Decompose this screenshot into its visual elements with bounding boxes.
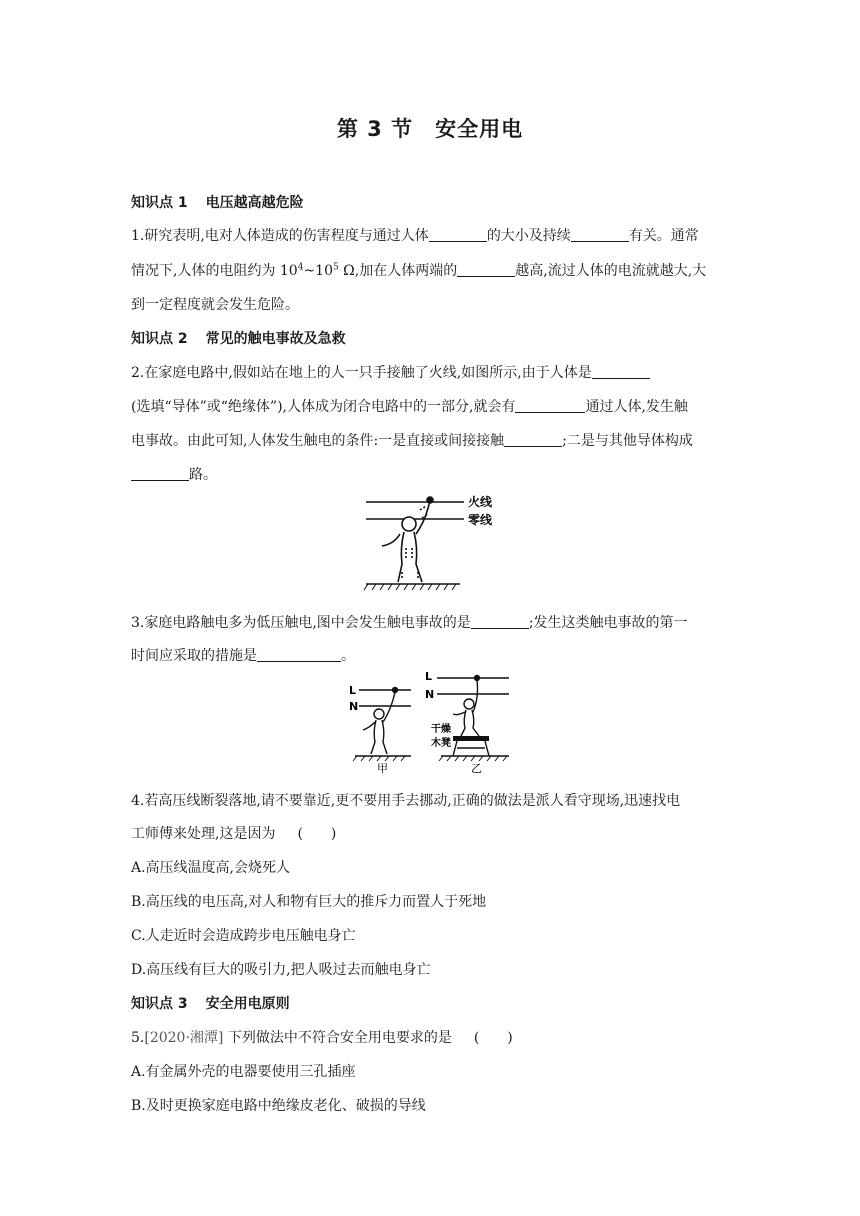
section-heading-1: [131, 192, 304, 212]
answer-blank[interactable]: [571, 227, 629, 242]
q5-line-1: 5.[2020·湘潭] 下列做法中不符合安全用电要求的是 ( ): [131, 1027, 513, 1047]
section-label: 知识点 3: [131, 996, 188, 1012]
section-label: 知识点 2: [131, 331, 188, 347]
q4-option-c: C.人走近时会造成跨步电压触电身亡: [131, 928, 356, 944]
q1-line-2: 情况下,人体的电阻约为 $10^4\sim 10^5$ Ω,加在人体两端的 越高,流过人体的电流就越大,大: [131, 262, 707, 279]
section-heading-3: [131, 993, 290, 1013]
q2-line-4: 路。: [131, 464, 217, 484]
page-title: 第 3 节 安全用电: [336, 117, 524, 141]
stool-label-2: 木凳: [431, 738, 451, 749]
neutral-wire-label: 零线: [468, 513, 493, 527]
answer-blank[interactable]: [457, 262, 515, 277]
q2-line-2: (选填“导体”或“绝缘体”),人体成为闭合电路中的一部分,就会有 通过人体,发生触: [131, 399, 688, 415]
stool-label-1: 干燥: [431, 724, 451, 735]
label-L: L: [425, 670, 433, 683]
q1-line-3: 到一定程度就会发生危险。: [131, 297, 299, 313]
answer-blank[interactable]: [429, 227, 487, 242]
q3-line-1: 3.家庭电路触电多为低压触电,图中会发生触电事故的是 ;发生这类触电事故的第一: [131, 615, 688, 631]
q4-line-2: 工师傅来处理,这是因为 ( ): [131, 823, 336, 843]
answer-blank[interactable]: [504, 432, 562, 447]
answer-paren[interactable]: ( ): [297, 826, 337, 842]
label-L: L: [349, 684, 357, 697]
figure-single-wire-touch: [360, 488, 510, 592]
live-wire-label: 火线: [468, 495, 493, 509]
q5-option-a: A.有金属外壳的电器要使用三孔插座: [131, 1064, 356, 1080]
answer-blank[interactable]: [592, 364, 650, 379]
case-b: [425, 670, 509, 775]
section-title: 电压越高越危险: [205, 195, 304, 211]
answer-blank[interactable]: [515, 398, 585, 413]
answer-blank[interactable]: [257, 647, 341, 662]
section-title: 安全用电原则: [205, 996, 290, 1012]
person-figure: [382, 497, 433, 582]
q2-line-3: 电事故。由此可知,人体发生触电的条件:一是直接或间接接触 ;二是与其他导体构成: [131, 433, 693, 449]
q4-line-1: 4.若高压线断裂落地,请不要靠近,更不要用手去挪动,正确的做法是派人看守现场,迅速找电: [131, 793, 681, 809]
answer-blank[interactable]: [471, 614, 529, 629]
q4-option-b: B.高压线的电压高,对人和物有巨大的推斥力而置人于死地: [131, 894, 487, 910]
label-N: N: [349, 700, 359, 713]
section-label: 知识点 1: [131, 195, 188, 211]
label-yi: 乙: [471, 762, 482, 775]
answer-blank[interactable]: [131, 466, 189, 481]
question-source: [2020·湘潭]: [144, 1030, 224, 1046]
q2-line-1: 2.在家庭电路中,假如站在地上的人一只手接触了火线,如图所示,由于人体是: [131, 362, 650, 382]
q1-line-1: 1.研究表明,电对人体造成的伤害程度与通过人体 的大小及持续 有关。通常: [131, 228, 699, 244]
label-jia: 甲: [377, 762, 388, 775]
q4-option-d: D.高压线有巨大的吸引力,把人吸过去而触电身亡: [131, 962, 431, 978]
figure-two-cases: [345, 668, 515, 776]
answer-paren[interactable]: ( ): [473, 1030, 513, 1046]
case-a: [349, 684, 411, 775]
section-heading-2: [131, 328, 346, 348]
label-N: N: [425, 688, 435, 701]
section-title: 常见的触电事故及急救: [205, 331, 346, 347]
q5-option-b: B.及时更换家庭电路中绝缘皮老化、破损的导线: [131, 1098, 426, 1114]
q4-option-a: A.高压线温度高,会烧死人: [131, 860, 291, 876]
q3-line-2: 时间应采取的措施是 。: [131, 648, 355, 664]
